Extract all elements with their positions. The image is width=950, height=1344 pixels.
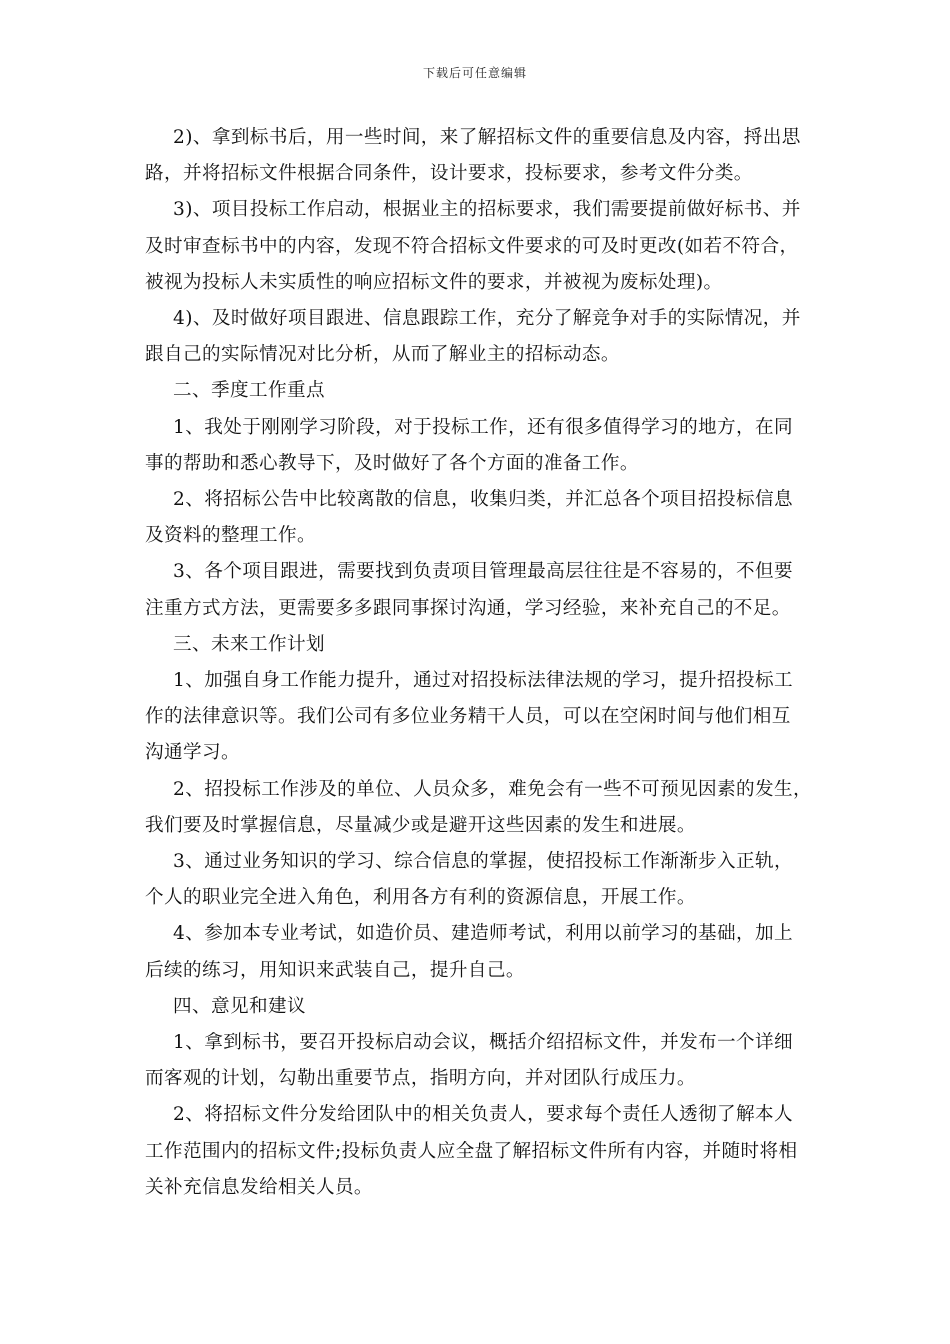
paragraph-line: 而客观的计划，勾勒出重要节点，指明方向，并对团队行成压力。 <box>145 1068 696 1090</box>
paragraph-line: 3、通过业务知识的学习、综合信息的掌握，使招投标工作渐渐步入正轨， <box>173 851 794 873</box>
paragraph <box>145 192 825 301</box>
paragraph-line: 及资料的整理工作。 <box>145 525 316 547</box>
paragraph-line: 3)、项目投标工作启动，根据业主的招标要求，我们需要提前做好标书、并 <box>173 199 801 221</box>
paragraph <box>145 627 825 663</box>
paragraph <box>145 772 825 844</box>
paragraph-line: 2、将招标文件分发给团队中的相关负责人，要求每个责任人透彻了解本人 <box>173 1104 794 1126</box>
paragraph-line: 跟自己的实际情况对比分析，从而了解业主的招标动态。 <box>145 344 620 366</box>
paragraph-line: 2)、拿到标书后，用一些时间，来了解招标文件的重要信息及内容，捋出思 <box>173 127 801 148</box>
paragraph <box>145 844 825 916</box>
paragraph <box>145 120 825 192</box>
paragraph-line: 2、将招标公告中比较离散的信息，收集归类，并汇总各个项目招投标信息 <box>173 489 794 511</box>
paragraph-line: 作的法律意识等。我们公司有多位业务精干人员，可以在空闲时间与他们相互 <box>145 706 791 728</box>
paragraph <box>145 989 825 1025</box>
paragraph-line: 二、季度工作重点 <box>173 380 325 402</box>
paragraph <box>145 554 825 626</box>
paragraph-line: 1、我处于刚刚学习阶段，对于投标工作，还有很多值得学习的地方，在同 <box>173 416 794 438</box>
document-body <box>145 120 825 1206</box>
page-header: 下载后可任意编辑 <box>422 66 527 80</box>
paragraph-line: 1、加强自身工作能力提升，通过对招投标法律法规的学习，提升招投标工 <box>173 670 794 692</box>
paragraph-line: 3、各个项目跟进，需要找到负责项目管理最高层往往是不容易的，不但要 <box>173 561 794 583</box>
paragraph-line: 事的帮助和悉心教导下，及时做好了各个方面的准备工作。 <box>145 452 639 474</box>
paragraph-line: 工作范围内的招标文件;投标负责人应全盘了解招标文件所有内容，并随时将相 <box>145 1140 798 1162</box>
paragraph-line: 后续的练习，用知识来武装自己，提升自己。 <box>145 959 525 981</box>
paragraph-line: 4、参加本专业考试，如造价员、建造师考试，利用以前学习的基础，加上 <box>173 923 794 945</box>
paragraph-line: 被视为投标人未实质性的响应招标文件的要求，并被视为废标处理)。 <box>145 271 723 293</box>
paragraph-line: 个人的职业完全进入角色，利用各方有利的资源信息，开展工作。 <box>145 887 696 909</box>
paragraph <box>145 1097 825 1206</box>
paragraph <box>145 482 825 554</box>
paragraph <box>145 916 825 988</box>
paragraph-line: 2、招投标工作涉及的单位、人员众多，难免会有一些不可预见因素的发生， <box>173 778 813 800</box>
paragraph <box>145 373 825 409</box>
paragraph-line: 四、意见和建议 <box>173 995 306 1017</box>
paragraph <box>145 663 825 772</box>
paragraph-line: 4)、及时做好项目跟进、信息跟踪工作，充分了解竞争对手的实际情况，并 <box>173 308 801 330</box>
paragraph-line: 路，并将招标文件根据合同条件，设计要求，投标要求，参考文件分类。 <box>145 163 753 185</box>
paragraph <box>145 410 825 482</box>
paragraph-line: 1、拿到标书，要召开投标启动会议，概括介绍招标文件，并发布一个详细 <box>173 1032 794 1054</box>
paragraph-line: 注重方式方法，更需要多多跟同事探讨沟通，学习经验，来补充自己的不足。 <box>145 597 791 619</box>
paragraph-line: 沟通学习。 <box>145 742 240 764</box>
paragraph <box>145 1025 825 1097</box>
paragraph <box>145 301 825 373</box>
paragraph-line: 我们要及时掌握信息，尽量减少或是避开这些因素的发生和进展。 <box>145 814 696 836</box>
paragraph-line: 三、未来工作计划 <box>173 633 325 655</box>
paragraph-line: 及时审查标书中的内容，发现不符合招标文件要求的可及时更改(如若不符合， <box>145 235 799 257</box>
paragraph-line: 关补充信息发给相关人员。 <box>145 1176 373 1198</box>
